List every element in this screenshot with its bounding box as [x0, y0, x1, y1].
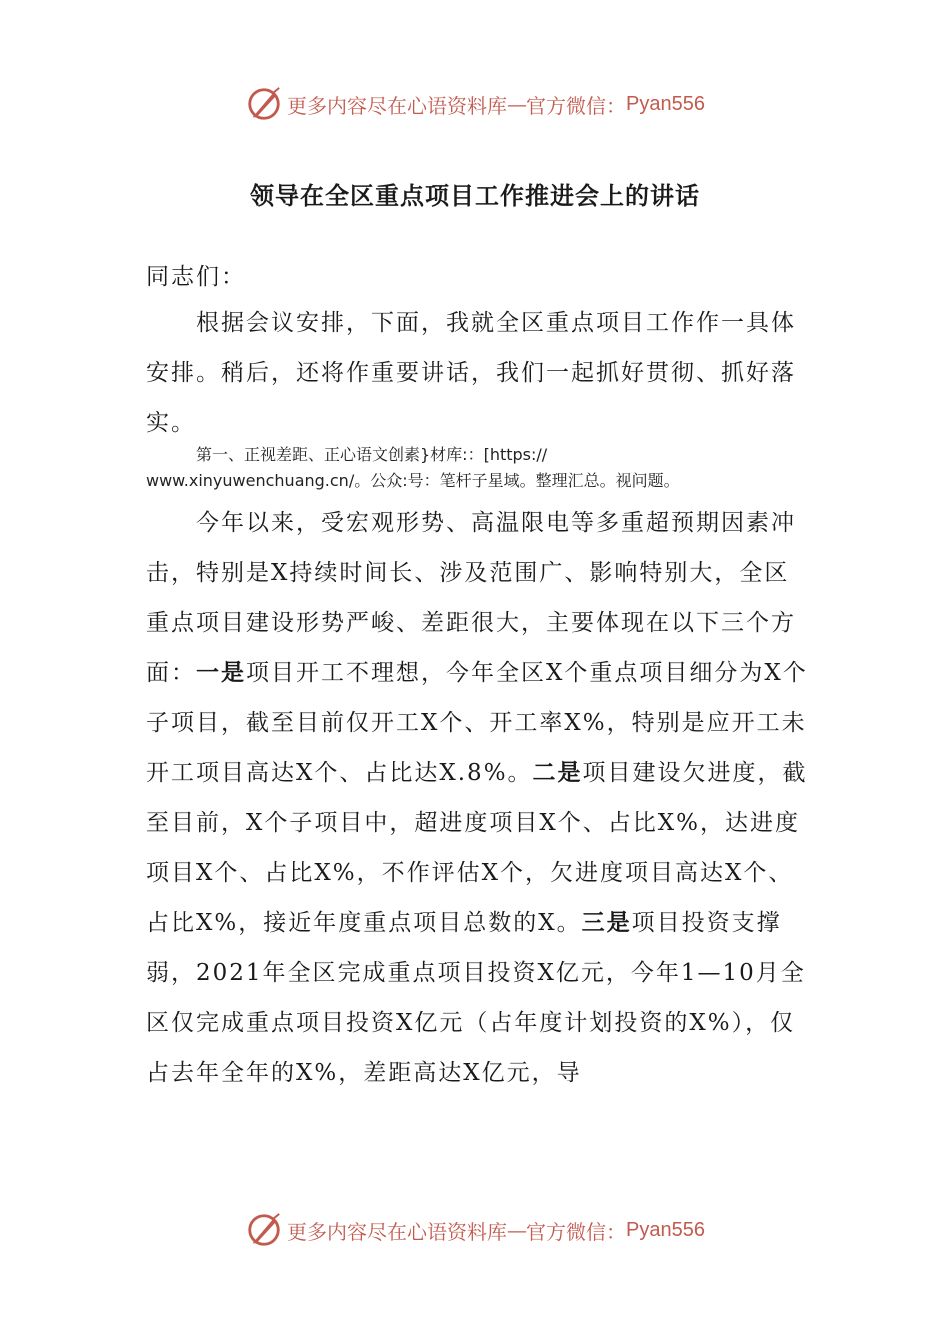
document-title: 领导在全区重点项目工作推进会上的讲话	[250, 182, 700, 210]
paragraph-2-intro: 今年以来，受宏观形势、高温限电等多重超预期因素冲击，特别是X持续时间长、涉及范围广、影响特别大，全区重点项目建设形势严峻、差距很大，主要体现在以下三个方面：	[146, 510, 796, 686]
source-note	[146, 442, 810, 494]
banner-dash: —	[507, 92, 527, 116]
point-2-text: 项目建设欠进度，截至目前，X个子项目中，超进度项目X个、占比X%，达进度项目X个、占比X%，不作评估X个，欠进度项目高达X个、占比X%，接近年度重点项目总数的X。	[146, 760, 808, 936]
quill-pen-logo-icon	[245, 1211, 283, 1249]
source-note-line-2: www.xinyuwenchuang.cn/。公众:号：笔杆子星域。整理汇总。视问题。	[146, 471, 680, 490]
banner-cn-text: 更多内容尽在心语资料库	[287, 93, 508, 118]
quill-pen-logo-icon	[245, 85, 283, 123]
banner-wechat-id: Pyan556	[626, 92, 705, 115]
point-1-text: 项目开工不理想，今年全区X个重点项目细分为X个子项目，截至目前仅开工X个、开工率X%，特别是应开工未开工项目高达X个、占比达X.8%。	[146, 660, 808, 786]
paragraph-1: 根据会议安排，下面，我就全区重点项目工作作一具体安排。稍后，还将作重要讲话，我们一起抓好贯彻、抓好落实。	[146, 310, 796, 436]
banner-wechat-label: 官方微信：	[526, 1219, 627, 1244]
point-2-label: 二是	[532, 759, 583, 786]
header-banner	[0, 84, 950, 124]
footer-banner	[0, 1210, 950, 1250]
point-1-label: 一是	[196, 659, 246, 686]
greeting: 同志们：	[146, 264, 246, 290]
source-note-line-1: 第一、正视差距、正心语文创素}材库:：[https://	[196, 445, 548, 464]
point-3-label: 三是	[581, 909, 632, 936]
banner-cn-text: 更多内容尽在心语资料库	[287, 1219, 508, 1244]
banner-wechat-label: 官方微信：	[526, 93, 627, 118]
point-3-text: 项目投资支撑弱，2021年全区完成重点项目投资X亿元，今年1—10月全区仅完成重点项目投资X亿元（占年度计划投资的X%），仅占去年全年的X%，差距高达X亿元，导	[146, 910, 806, 1086]
banner-wechat-id: Pyan556	[626, 1218, 705, 1241]
paragraph-2	[146, 498, 810, 1098]
banner-dash: —	[507, 1218, 527, 1242]
